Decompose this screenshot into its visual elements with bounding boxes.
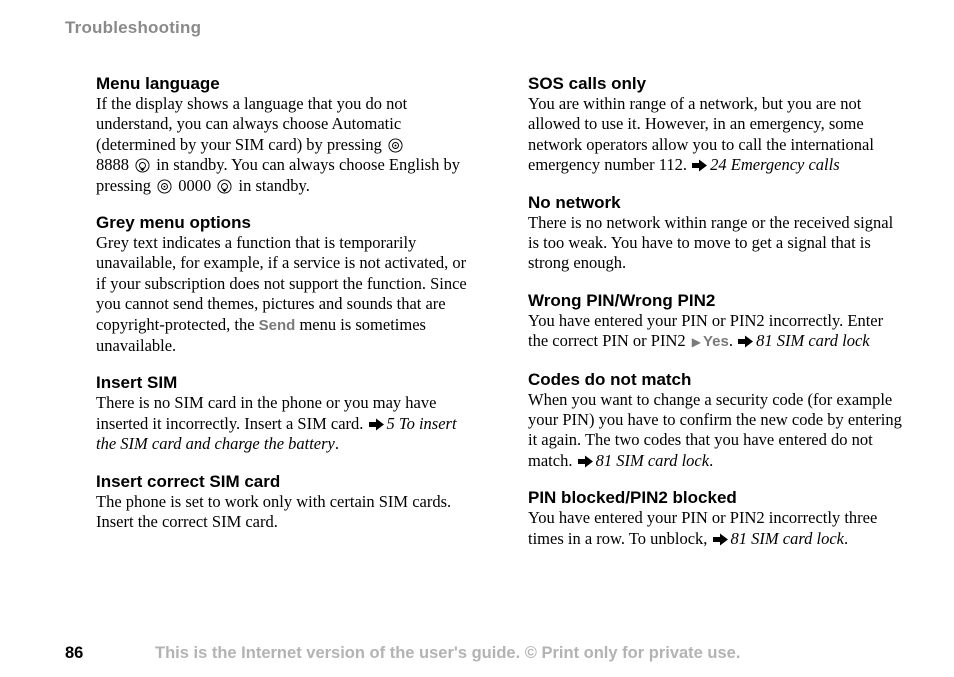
body-text: 8888 [96, 155, 129, 175]
section-body [96, 393, 471, 454]
section-heading: Codes do not match [528, 369, 692, 389]
body-text: If the display shows a language that you do not understand, you can always choose Automatic (determined by your SIM card) by pressing [96, 94, 408, 154]
section-heading: PIN blocked/PIN2 blocked [528, 488, 737, 508]
cross-reference-link[interactable]: 81 SIM card lock [730, 528, 845, 548]
section-pin-blocked [528, 487, 904, 549]
body-text: in standby. You can always choose English by pressing [96, 155, 460, 195]
section-wrong-pin [528, 290, 904, 353]
body-text: menu is sometimes unavailable. [96, 314, 426, 356]
reference-arrow-icon [737, 335, 754, 348]
section-heading: Grey menu options [96, 213, 251, 233]
body-text: . [709, 450, 714, 470]
cross-reference-link[interactable]: 81 SIM card lock [756, 331, 870, 351]
body-text: in standby. [238, 175, 310, 195]
body-text: Grey text indicates a function that is temporarily unavailable, for example, if a service is not activated, or if your subscription does not support the function. Since you cannot send themes, pictures and sounds that are copyright-protected, the [96, 233, 467, 334]
cross-reference-link[interactable]: 5 To insert the SIM card and charge the battery [96, 413, 457, 454]
footer-notice: This is the Internet version of the user's guide. © Print only for private use. [155, 644, 741, 662]
body-text: You have entered your PIN or PIN2 incorrectly. Enter the correct PIN or PIN2 [528, 310, 884, 351]
left-column [96, 73, 471, 549]
section-heading: No network [528, 192, 621, 212]
page-header-title: Troubleshooting [65, 18, 202, 37]
section-body [96, 94, 471, 196]
navigation-key-icon [157, 179, 172, 194]
right-column [528, 73, 904, 565]
section-heading: SOS calls only [528, 74, 647, 93]
reference-arrow-icon [712, 533, 729, 546]
section-heading: Menu language [96, 74, 220, 93]
section-body [528, 94, 904, 176]
section-body [528, 311, 904, 353]
section-heading: Wrong PIN/Wrong PIN2 [528, 290, 716, 310]
cross-reference-link[interactable]: 24 Emergency calls [710, 155, 840, 175]
body-text: . [844, 528, 849, 548]
section-heading: Insert correct SIM card [96, 471, 281, 491]
section-no-network [528, 192, 904, 274]
body-text: . [728, 331, 733, 351]
body-text: You are within range of a network, but you are not allowed to use it. However, in an emergency, some network operators allow you to call the international emergency number 112. [528, 94, 874, 175]
section-body [96, 233, 471, 356]
menu-word-yes: Yes [702, 333, 729, 351]
section-menu-language [96, 73, 471, 196]
navigation-down-key-icon [135, 158, 150, 173]
section-insert-sim [96, 372, 471, 454]
page-number: 86 [65, 644, 84, 662]
section-insert-correct-sim [96, 471, 471, 533]
cross-reference-link[interactable]: 81 SIM card lock [595, 450, 710, 470]
body-text: There is no SIM card in the phone or you may have inserted it incorrectly. Insert a SIM card. [96, 393, 437, 433]
section-sos-calls [528, 73, 904, 176]
navigation-down-key-icon [217, 179, 232, 194]
triangle-right-icon: ▶ [691, 335, 701, 350]
reference-arrow-icon [577, 455, 594, 468]
section-body: The phone is set to work only with certain SIM cards. Insert the correct SIM card. [96, 491, 452, 532]
section-body: There is no network within range or the received signal is too weak. You have to move to get a signal that is strong enough. [528, 212, 894, 273]
section-codes-do-not-match [528, 369, 904, 472]
body-text: . [334, 434, 340, 454]
navigation-key-icon [388, 138, 403, 153]
section-grey-menu-options [96, 212, 471, 356]
body-text: 0000 [178, 175, 212, 195]
body-text: When you want to change a security code (for example your PIN) you have to confirm the new code by entering it again. The two codes that you have entered do not match. [528, 389, 902, 470]
menu-word-send: Send [258, 316, 296, 334]
body-text: You have entered your PIN or PIN2 incorrectly three times in a row. To unblock, [528, 508, 878, 548]
section-heading: Insert SIM [96, 373, 178, 393]
reference-arrow-icon [691, 159, 708, 172]
section-body [528, 508, 904, 549]
reference-arrow-icon [368, 418, 385, 431]
section-body [528, 390, 904, 472]
